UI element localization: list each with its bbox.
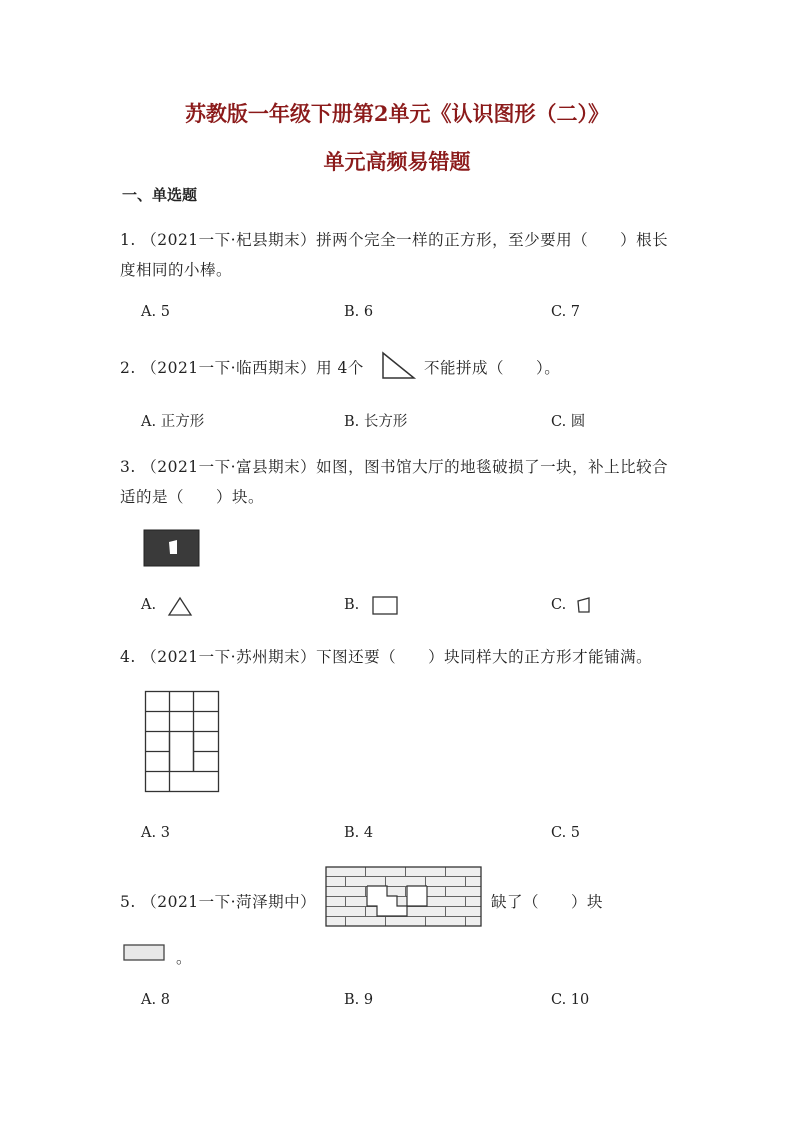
question-2-option-c[interactable]: C. 圆 [551, 414, 586, 430]
question-4-text: 4. （2021一下·苏州期末）下图还要（ ）块同样大的正方形才能铺满。 [120, 648, 653, 666]
question-3-option-a[interactable]: A. [141, 597, 157, 613]
single-brick-icon [123, 943, 167, 963]
damaged-carpet-figure [144, 530, 200, 568]
question-2-option-a[interactable]: A. 正方形 [141, 414, 205, 430]
section-heading: 一、单选题 [122, 186, 198, 204]
brick-wall-figure [325, 866, 483, 928]
question-5-text-end: 缺了（ ）块 [491, 893, 604, 911]
page-subtitle: 单元高频易错题 [323, 149, 471, 174]
question-1-option-c[interactable]: C. 7 [551, 304, 581, 320]
question-1-text-cont: 度相同的小棒。 [120, 261, 233, 279]
question-2-text-end: 不能拼成（ ）。 [424, 359, 561, 377]
question-3-text: 3. （2021一下·富县期末）如图，图书馆大厅的地毯破损了一块，补上比较合 [120, 458, 669, 476]
right-triangle-figure [382, 352, 416, 380]
question-1-option-b[interactable]: B. 6 [344, 304, 374, 320]
square-grid-figure [145, 691, 221, 793]
question-5-option-b[interactable]: B. 9 [344, 992, 374, 1008]
question-4-option-c[interactable]: C. 5 [551, 825, 581, 841]
question-3-text-cont: 适的是（ ）块。 [120, 488, 265, 506]
question-5-option-c[interactable]: C. 10 [551, 992, 590, 1008]
question-2-text: 2. （2021一下·临西期末）用 4个 [120, 359, 364, 377]
question-3-option-c[interactable]: C. [551, 597, 567, 613]
triangle-piece-icon [167, 596, 193, 618]
question-1-text: 1. （2021一下·杞县期末）拼两个完全一样的正方形，至少要用（ ）根长 [120, 231, 669, 249]
question-1-option-a[interactable]: A. 5 [141, 304, 170, 320]
question-5-period: 。 [176, 949, 193, 967]
question-2-option-b[interactable]: B. 长方形 [344, 414, 408, 430]
question-5-text: 5. （2021一下·菏泽期中） [120, 893, 317, 911]
quadrilateral-piece-icon [576, 597, 594, 615]
question-4-option-a[interactable]: A. 3 [141, 825, 170, 841]
question-3-option-b[interactable]: B. [344, 597, 360, 613]
question-4-option-b[interactable]: B. 4 [344, 825, 374, 841]
question-5-option-a[interactable]: A. 8 [141, 992, 170, 1008]
rectangle-piece-icon [372, 595, 400, 617]
page-title: 苏教版一年级下册第2单元《认识图形（二）》 [184, 101, 610, 126]
